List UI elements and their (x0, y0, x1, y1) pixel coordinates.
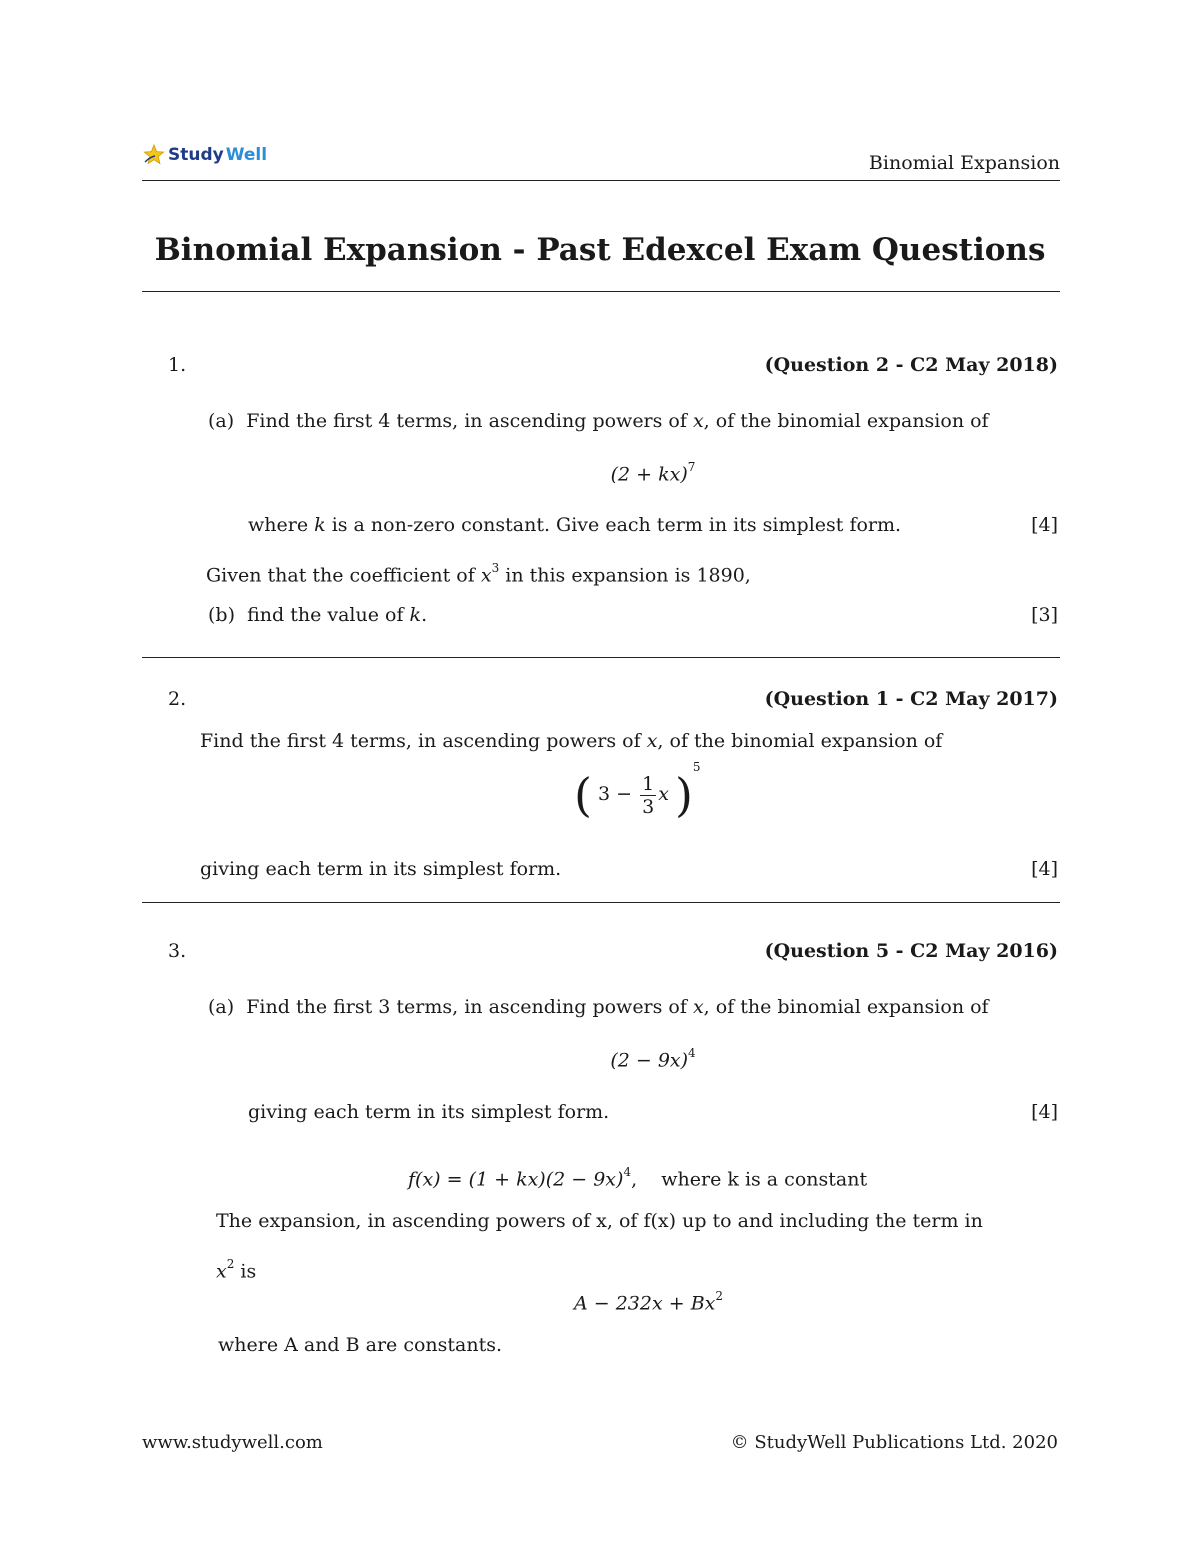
logo-text-study: Study (168, 145, 224, 165)
question-2-follow-text: giving each term in its simplest form. (200, 858, 562, 880)
header-title: Binomial Expansion (868, 152, 1060, 174)
question-3-expansion-text-2 (216, 1259, 256, 1282)
question-2-number: 2. (168, 688, 187, 710)
title-divider (142, 291, 1060, 292)
variable-x: x (692, 410, 704, 432)
studywell-logo (142, 140, 267, 170)
function-power: 4 (623, 1165, 632, 1179)
result-power: 2 (715, 1289, 724, 1303)
variable-x: x (646, 730, 658, 752)
given-power: 3 (491, 561, 500, 575)
header-divider (142, 180, 1060, 181)
variable-k: k (409, 604, 422, 626)
question-3-follow-text: giving each term in its simplest form. (248, 1101, 610, 1123)
left-paren: ( (574, 768, 592, 822)
star-icon (142, 143, 166, 167)
question-3-expression (0, 1048, 1200, 1071)
question-divider (142, 902, 1060, 903)
function-note: , where k is a constant (631, 1168, 868, 1191)
part-label: (a) (208, 996, 235, 1018)
part-text: Find the first 4 terms, in ascending powers of (246, 410, 687, 432)
text-tail: is (240, 1260, 257, 1283)
question-1-marks-a: [4] (1031, 514, 1058, 536)
part-text-tail: , of the binomial expansion of (703, 410, 989, 432)
variable-x: x (480, 564, 492, 587)
function-expression: f(x) = (1 + kx)(2 − 9x) (408, 1168, 624, 1191)
part-text: find the value of (247, 604, 404, 626)
question-3-result-expression (574, 1291, 723, 1314)
question-1-expression (0, 462, 1200, 485)
fraction (640, 773, 656, 818)
power: 2 (226, 1257, 235, 1271)
result-expression: A − 232x + Bx (574, 1292, 716, 1315)
expression-power: 4 (688, 1046, 696, 1060)
question-2-source: (Question 1 - C2 May 2017) (764, 688, 1058, 710)
logo-text-well: Well (225, 145, 268, 165)
variable-x: x (658, 783, 669, 805)
question-3-marks-a: [4] (1031, 1101, 1058, 1123)
part-text-tail: , of the binomial expansion of (703, 996, 989, 1018)
question-divider (142, 657, 1060, 658)
part-label: (b) (208, 604, 235, 626)
expression-left: 3 − (598, 783, 633, 805)
expression: (2 − 9x) (610, 1049, 689, 1072)
note-post: is a non-zero constant. Give each term in its simplest form. (331, 514, 902, 536)
question-1-constant-note (248, 514, 901, 536)
question-1-part-b: (b) find the value of k. (208, 604, 428, 626)
variable-x: x (216, 1260, 227, 1283)
question-3-part-a (208, 996, 989, 1018)
expression-power: 7 (687, 460, 696, 474)
variable-x: x (692, 996, 704, 1018)
page-title: Binomial Expansion - Past Edexcel Exam Questions (154, 232, 1046, 268)
part-text: Find the first 3 terms, in ascending powers of (246, 996, 687, 1018)
question-2-marks: [4] (1031, 858, 1058, 880)
question-1-part-a (208, 410, 989, 432)
question-text: Find the first 4 terms, in ascending powers of (200, 730, 641, 752)
fraction-numerator: 1 (642, 772, 655, 795)
footer-website: www.studywell.com (142, 1432, 323, 1453)
given-post: in this expansion is 1890, (505, 564, 751, 587)
question-3-expansion-text: The expansion, in ascending powers of x, of f(x) up to and including the term in (216, 1210, 983, 1232)
note-pre: where (248, 514, 309, 536)
question-3-number: 3. (168, 940, 187, 962)
variable-k: k (314, 514, 326, 536)
fraction-denominator: 3 (642, 795, 655, 818)
expression-power: 5 (692, 759, 701, 774)
question-1-number: 1. (168, 354, 187, 376)
question-2-expression (574, 759, 701, 822)
part-label: (a) (208, 410, 235, 432)
given-pre: Given that the coefficient of (206, 564, 475, 587)
expression: (2 + kx) (610, 463, 688, 486)
question-text-tail: , of the binomial expansion of (657, 730, 943, 752)
question-3-constants-text: where A and B are constants. (218, 1334, 503, 1356)
question-1-given (206, 563, 751, 586)
question-1-source: (Question 2 - C2 May 2018) (764, 354, 1058, 376)
question-3-source: (Question 5 - C2 May 2016) (764, 940, 1058, 962)
footer-copyright: © StudyWell Publications Ltd. 2020 (730, 1432, 1058, 1453)
question-3-function-definition (408, 1167, 867, 1190)
question-1-marks-b: [3] (1031, 604, 1058, 626)
question-2-text (200, 730, 942, 752)
right-paren: ) (674, 768, 693, 822)
